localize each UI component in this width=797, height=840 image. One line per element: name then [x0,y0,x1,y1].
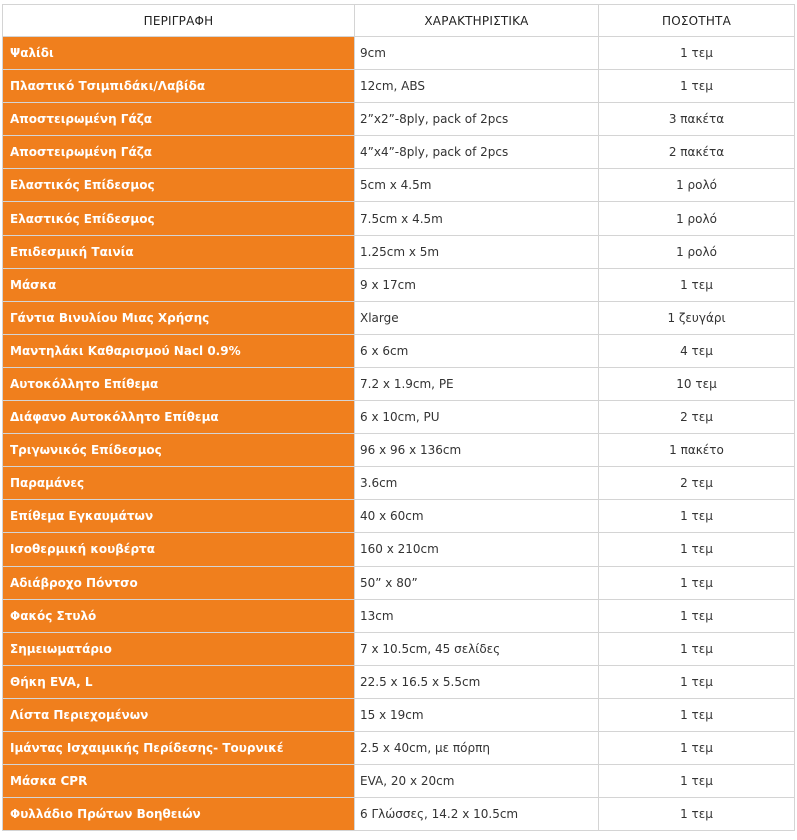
item-characteristics: 2”x2”-8ply, pack of 2pcs [355,103,599,136]
item-description: Ιμάντας Ισχαιμικής Περίδεσης- Τουρνικέ [3,731,355,764]
item-quantity: 1 ρολό [599,235,795,268]
table-row [3,533,795,566]
table-row [3,401,795,434]
table-row [3,798,795,831]
header-row [3,5,795,37]
table-row [3,599,795,632]
table-row [3,268,795,301]
item-quantity: 1 τεμ [599,500,795,533]
item-description: Θήκη EVA, L [3,665,355,698]
item-description: Φακός Στυλό [3,599,355,632]
header-quantity: ΠΟΣΟΤΗΤΑ [599,5,795,37]
item-characteristics: EVA, 20 x 20cm [355,765,599,798]
item-description: Ψαλίδι [3,37,355,70]
item-characteristics: 2.5 x 40cm, με πόρπη [355,731,599,764]
table-row [3,169,795,202]
item-description: Επίθεμα Εγκαυμάτων [3,500,355,533]
table-row [3,467,795,500]
item-characteristics: 7.5cm x 4.5m [355,202,599,235]
header-description: ΠΕΡΙΓΡΑΦΗ [3,5,355,37]
item-characteristics: 40 x 60cm [355,500,599,533]
item-characteristics: 3.6cm [355,467,599,500]
header-characteristics: ΧΑΡΑΚΤΗΡΙΣΤΙΚΑ [355,5,599,37]
item-characteristics: 160 x 210cm [355,533,599,566]
item-characteristics: Xlarge [355,301,599,334]
item-description: Ελαστικός Επίδεσμος [3,202,355,235]
table-row [3,37,795,70]
item-description: Ελαστικός Επίδεσμος [3,169,355,202]
item-description: Μάσκα CPR [3,765,355,798]
table-row [3,500,795,533]
item-description: Παραμάνες [3,467,355,500]
table-row [3,367,795,400]
item-description: Αποστειρωμένη Γάζα [3,103,355,136]
item-quantity: 1 ζευγάρι [599,301,795,334]
item-characteristics: 7 x 10.5cm, 45 σελίδες [355,632,599,665]
item-description: Αυτοκόλλητο Επίθεμα [3,367,355,400]
item-quantity: 3 πακέτα [599,103,795,136]
table-header [3,5,795,37]
item-characteristics: 1.25cm x 5m [355,235,599,268]
item-quantity: 4 τεμ [599,334,795,367]
item-quantity: 1 τεμ [599,268,795,301]
first-aid-contents-table [2,4,795,831]
contents-table-container [2,4,795,831]
item-description: Διάφανο Αυτοκόλλητο Επίθεμα [3,401,355,434]
table-row [3,698,795,731]
item-characteristics: 9 x 17cm [355,268,599,301]
item-quantity: 1 τεμ [599,37,795,70]
item-description: Αποστειρωμένη Γάζα [3,136,355,169]
table-row [3,434,795,467]
item-quantity: 1 τεμ [599,798,795,831]
item-characteristics: 9cm [355,37,599,70]
item-description: Αδιάβροχο Πόντσο [3,566,355,599]
item-description: Ισοθερμική κουβέρτα [3,533,355,566]
table-body [3,37,795,831]
item-characteristics: 6 x 10cm, PU [355,401,599,434]
item-characteristics: 13cm [355,599,599,632]
table-row [3,235,795,268]
item-description: Μάσκα [3,268,355,301]
item-quantity: 2 πακέτα [599,136,795,169]
item-quantity: 1 πακέτο [599,434,795,467]
item-quantity: 1 ρολό [599,169,795,202]
table-row [3,334,795,367]
item-description: Πλαστικό Τσιμπιδάκι/Λαβίδα [3,70,355,103]
item-characteristics: 7.2 x 1.9cm, PE [355,367,599,400]
item-characteristics: 22.5 x 16.5 x 5.5cm [355,665,599,698]
table-row [3,566,795,599]
item-quantity: 1 τεμ [599,731,795,764]
item-quantity: 1 τεμ [599,70,795,103]
item-description: Γάντια Βινυλίου Μιας Χρήσης [3,301,355,334]
item-quantity: 1 τεμ [599,599,795,632]
item-quantity: 1 τεμ [599,765,795,798]
table-row [3,70,795,103]
item-description: Επιδεσμική Ταινία [3,235,355,268]
item-quantity: 1 τεμ [599,698,795,731]
item-quantity: 2 τεμ [599,467,795,500]
item-description: Φυλλάδιο Πρώτων Βοηθειών [3,798,355,831]
item-quantity: 2 τεμ [599,401,795,434]
table-row [3,136,795,169]
item-characteristics: 96 x 96 x 136cm [355,434,599,467]
item-characteristics: 6 Γλώσσες, 14.2 x 10.5cm [355,798,599,831]
item-quantity: 1 ρολό [599,202,795,235]
item-quantity: 1 τεμ [599,566,795,599]
item-description: Τριγωνικός Επίδεσμος [3,434,355,467]
table-row [3,765,795,798]
item-quantity: 1 τεμ [599,533,795,566]
item-characteristics: 5cm x 4.5m [355,169,599,202]
table-row [3,103,795,136]
item-characteristics: 12cm, ABS [355,70,599,103]
item-characteristics: 50” x 80” [355,566,599,599]
item-characteristics: 4”x4”-8ply, pack of 2pcs [355,136,599,169]
table-row [3,632,795,665]
table-row [3,731,795,764]
item-characteristics: 15 x 19cm [355,698,599,731]
table-row [3,202,795,235]
item-quantity: 1 τεμ [599,632,795,665]
item-characteristics: 6 x 6cm [355,334,599,367]
item-quantity: 10 τεμ [599,367,795,400]
table-row [3,665,795,698]
item-description: Μαντηλάκι Καθαρισμού Nacl 0.9% [3,334,355,367]
item-description: Λίστα Περιεχομένων [3,698,355,731]
table-row [3,301,795,334]
item-quantity: 1 τεμ [599,665,795,698]
item-description: Σημειωματάριο [3,632,355,665]
